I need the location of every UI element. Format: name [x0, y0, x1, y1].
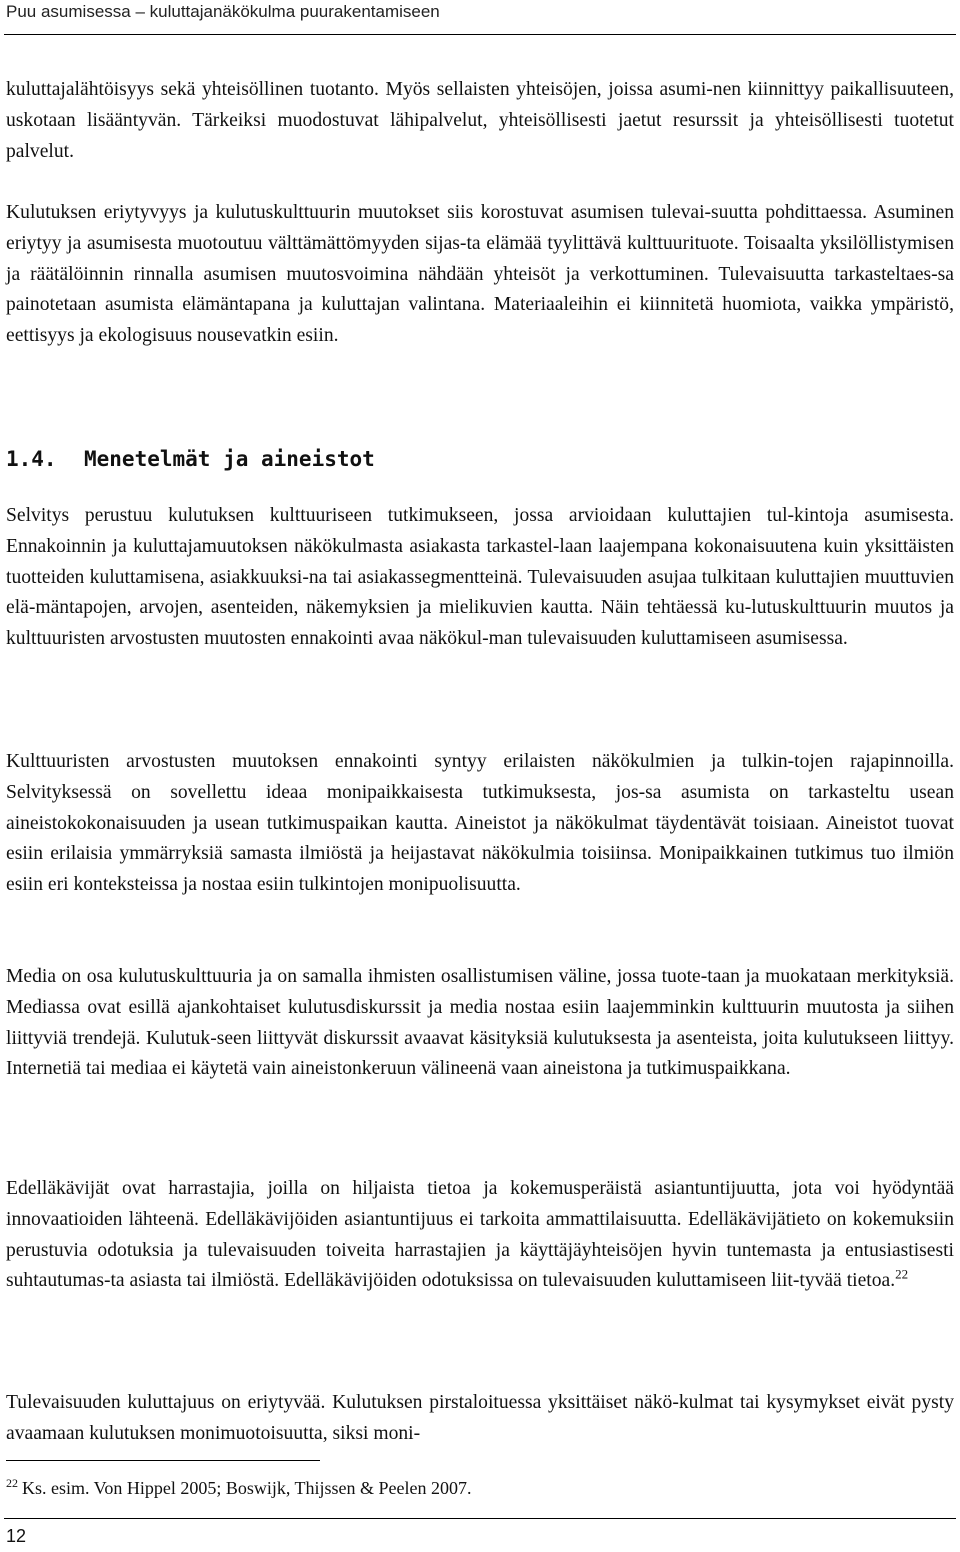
paragraph-3	[6, 501, 954, 655]
paragraph-1	[6, 75, 954, 167]
paragraph-2-text: Kulutuksen eriytyvyys ja kulutuskulttuurin muutokset siis korostuvat asumisen tulevai-suutta pohdittaessa. Asuminen eriytyy ja asumisesta muotoutuu välttämättömyyden sijas-ta elämää tyylittävä kulttuurituote. Toisaalta yksilöllistymisen ja räätälöinnin rinnalla asumisen muutosvoimina nähdään yhteisöt ja verkottuminen. Tulevaisuutta tarkasteltaes-sa painotetaan asumista elämäntapana ja kuluttajan valintana. Materiaaleihin ei kiinnitetä huomiota, vaikka ympäristö, eettisyys ja ekologisuus nousevatkin esiin.	[6, 202, 954, 347]
paragraph-1-text: kuluttajalähtöisyys sekä yhteisöllinen tuotanto. Myös sellaisten yhteisöjen, joissa asumi-nen kiinnittyy paikallisuuteen, uskotaan lisääntyvän. Tärkeiksi muodostuvat lähipalvelut, yhteisöllisesti jaetut resurssit ja yhteisöllisesti tuotetut palvelut.	[6, 79, 954, 162]
footnote-text: Ks. esim. Von Hippel 2005; Boswijk, Thijssen & Peelen 2007.	[22, 1478, 472, 1498]
paragraph-2	[6, 198, 954, 352]
footer-separator	[4, 1518, 956, 1519]
paragraph-6	[6, 1174, 954, 1297]
footnote-separator	[6, 1460, 320, 1461]
running-title: Puu asumisessa – kuluttajanäkökulma puurakentamiseen	[6, 2, 440, 21]
paragraph-7-text: Tulevaisuuden kuluttajuus on eriytyvää. Kulutuksen pirstaloituessa yksittäiset näkö-kulmat tai kysymykset eivät pysty avaamaan kulutuksen monimuotoisuutta, siksi moni-	[6, 1392, 954, 1444]
paragraph-7	[6, 1388, 954, 1450]
paragraph-6-text: Edelläkävijät ovat harrastajia, joilla on hiljaista tietoa ja kokemusperäistä asiantuntijuutta, jota voi hyödyntää innovaatioiden lähteenä. Edelläkävijöiden asiantuntijuus ei tarkoita ammattilaisuutta. Edelläkävijätieto on kokemuksiin perustuvia odotuksia ja tulevaisuuden toiveita harrastajien ja käyttäjäyhteisöjen hyvin tuntemasta ja entusiastisesti suhtautumas-ta asiasta tai ilmiöstä. Edelläkävijöiden odotuksissa on tulevaisuuden kuluttamiseen liit-tyvää tietoa.	[6, 1178, 954, 1292]
paragraph-4-text: Kulttuuristen arvostusten muutoksen ennakointi syntyy erilaisten näkökulmien ja tulkin-tojen rajapinnoilla. Selvityksessä on sovellettu ideaa monipaikkaisesta tutkimuksesta, jos-sa asumista on tarkasteltu usean aineistokokonaisuuden ja usean tutkimuspaikan kautta. Aineistot ja näkökulmat täydentävät toisiaan. Aineistot tuovat esiin erilaisia ymmärryksiä samasta ilmiöstä ja heijastavat näkökulmia toisiinsa. Monipaikkainen tutkimus tuo ilmiön esiin eri konteksteissa ja nostaa esiin tulkintojen monipuolisuutta.	[6, 751, 954, 896]
footnote-reference[interactable]: 22	[895, 1266, 909, 1282]
paragraph-6-wrapper	[6, 1174, 954, 1297]
paragraph-5	[6, 962, 954, 1085]
footnote	[6, 1474, 472, 1502]
section-title: Menetelmät ja aineistot	[84, 447, 375, 471]
paragraph-5-text: Media on osa kulutuskulttuuria ja on samalla ihmisten osallistumisen väline, jossa tuote-taan ja muokataan merkityksiä. Mediassa ovat esillä ajankohtaiset kulutusdiskurssit ja media nostaa esiin laajemminkin kulttuurin muutosta ja siihen liittyviä trendejä. Kulutuk-seen liittyvät diskurssit avaavat käsityksiä kulutuksesta ja asenteista, joita kulutukseen liittyy. Internetiä tai mediaa ei käytetä vain aineistonkeruun välineenä vaan aineistona ja tutkimuspaikkana.	[6, 966, 954, 1080]
paragraph-4	[6, 747, 954, 901]
running-header	[4, 0, 956, 35]
paragraph-3-text: Selvitys perustuu kulutuksen kulttuuriseen tutkimukseen, jossa arvioidaan kuluttajien tul-kintoja asumisesta. Ennakoinnin ja kuluttajamuutoksen näkökulmasta asiakasta tarkastel-laan laajempana kokonaisuutena kuin yksittäisten tuotteiden kuluttamisena, asiakkuuksi-na tai asiakassegmentteinä. Tulevaisuuden asujaa tulkitaan kuluttajien muuttuvien elä-mäntapojen, arvojen, asenteiden, näkemyksien ja mielikuvien kautta. Näin tehtäessä ku-lutuskulttuurin muutos ja kulttuuristen arvostusten muutosten ennakointi avaa näkökul-man tulevaisuuden kuluttamiseen asumisessa.	[6, 505, 954, 650]
footnote-marker: 22	[6, 1476, 18, 1490]
page-number: 12	[6, 1526, 27, 1546]
section-heading	[6, 444, 375, 474]
section-number: 1.4.	[6, 447, 57, 471]
